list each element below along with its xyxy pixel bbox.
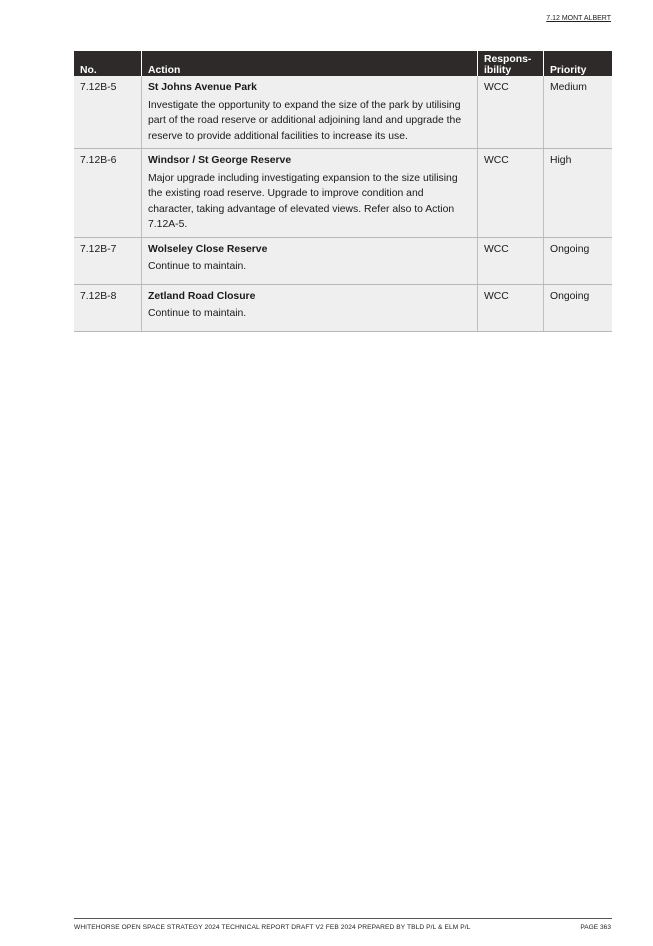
footer-divider <box>74 918 612 919</box>
footer-text: WHITEHORSE OPEN SPACE STRATEGY 2024 TECHNICAL REPORT DRAFT V2 FEB 2024 PREPARED BY TBLD P/L & ELM P/L <box>74 924 471 931</box>
table-row <box>74 149 612 238</box>
row-priority: Ongoing <box>544 284 613 331</box>
actions-table <box>74 51 612 332</box>
table-header-row <box>74 51 612 76</box>
row-number: 7.12B-6 <box>74 149 142 238</box>
row-action <box>142 284 478 331</box>
row-responsibility: WCC <box>478 284 544 331</box>
row-number: 7.12B-7 <box>74 237 142 284</box>
page-number: PAGE 363 <box>580 924 611 931</box>
section-header: 7.12 MONT ALBERT <box>546 15 611 22</box>
table-row <box>74 76 612 149</box>
column-header-priority: Priority <box>544 51 613 76</box>
action-title: Windsor / St George Reserve <box>148 155 292 166</box>
row-responsibility: WCC <box>478 149 544 238</box>
table-row <box>74 237 612 284</box>
column-header-responsibility <box>478 51 544 76</box>
row-responsibility: WCC <box>478 76 544 149</box>
table-row <box>74 284 612 331</box>
column-header-action: Action <box>142 51 478 76</box>
row-priority: Ongoing <box>544 237 613 284</box>
action-description: Major upgrade including investigating expansion to the size utilising the existing road reserve. Upgrade to improve condition and character, taking advantage of elevated views. Refer also to Action 7.12A-5. <box>148 172 458 230</box>
row-action <box>142 76 478 149</box>
column-header-responsibility-line2: ibility <box>484 65 512 76</box>
row-priority: High <box>544 149 613 238</box>
action-description: Continue to maintain. <box>148 261 247 272</box>
row-number: 7.12B-8 <box>74 284 142 331</box>
action-description: Continue to maintain. <box>148 308 247 319</box>
action-title: Zetland Road Closure <box>148 290 256 302</box>
row-priority: Medium <box>544 76 613 149</box>
row-responsibility: WCC <box>478 237 544 284</box>
action-title: Wolseley Close Reserve <box>148 243 268 255</box>
row-action <box>142 237 478 284</box>
action-title: St Johns Avenue Park <box>148 82 257 93</box>
row-action <box>142 149 478 238</box>
column-header-responsibility-line1: Respons- <box>484 54 532 65</box>
column-header-no: No. <box>74 51 142 76</box>
row-number: 7.12B-5 <box>74 76 142 149</box>
action-description: Investigate the opportunity to expand the size of the park by utilising part of the road reserve or additional adjoining land and upgrade the reserve to provide additional facilities to increase its use. <box>148 99 462 142</box>
